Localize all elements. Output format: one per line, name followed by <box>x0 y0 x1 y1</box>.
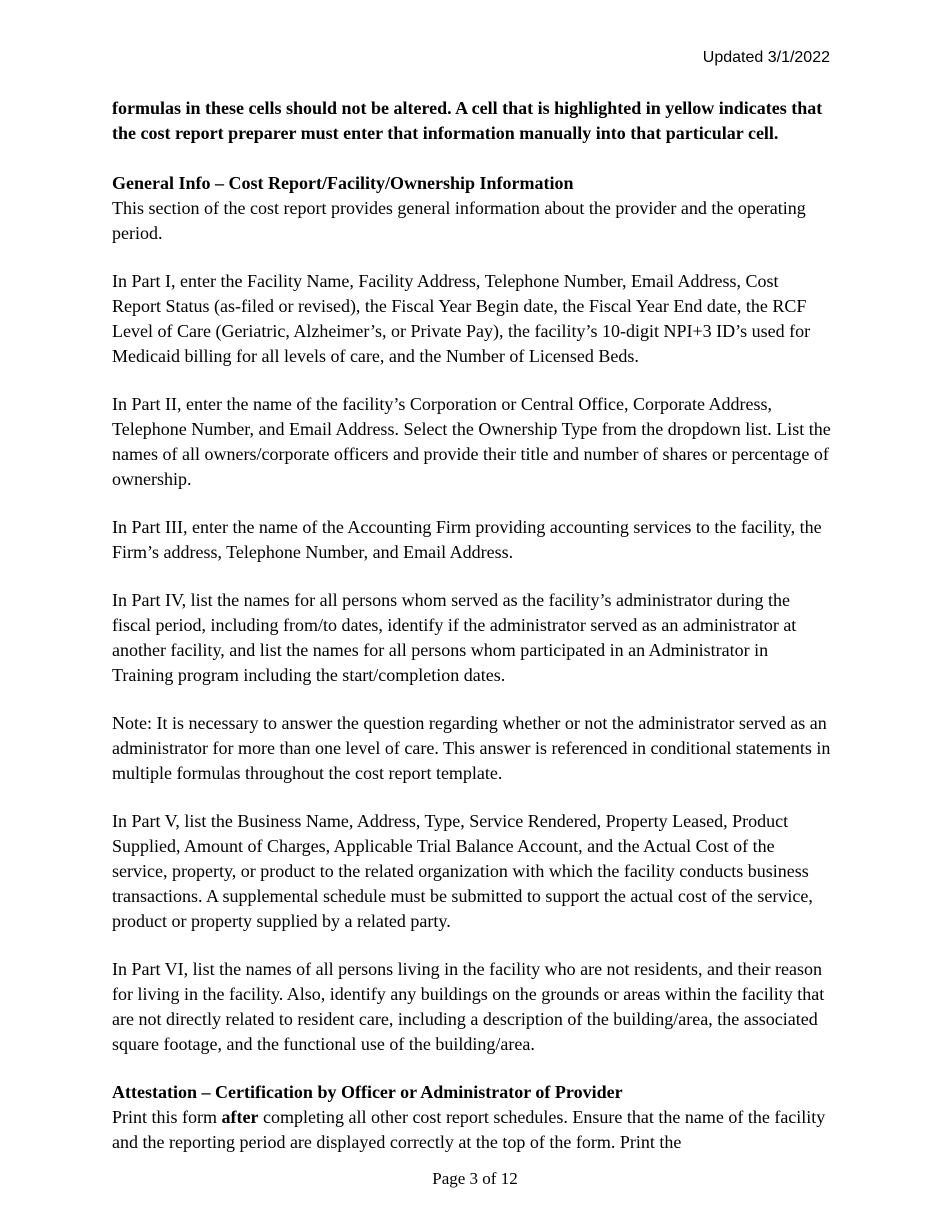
attestation-paragraph <box>112 1105 832 1155</box>
part-iii-paragraph: In Part III, enter the name of the Accounting Firm providing accounting services to the facility, the Firm’s address, Telephone Number, and Email Address. <box>112 517 822 562</box>
page-content <box>112 96 832 1155</box>
updated-date: Updated 3/1/2022 <box>702 49 830 66</box>
part-v-paragraph: In Part V, list the Business Name, Address, Type, Service Rendered, Property Leased, Product Supplied, Amount of Charges, Applicable Trial Balance Account, and the Actual Cost of the service, property, or product to the related organization with which the facility conducts business transactions. A supplemental schedule must be submitted to support the actual cost of the service, product or property supplied by a related party. <box>112 811 813 931</box>
general-info-paragraph: This section of the cost report provides general information about the provider and the operating period. <box>112 198 806 243</box>
attestation-section <box>112 1080 832 1155</box>
part-vi-paragraph: In Part VI, list the names of all persons living in the facility who are not residents, and their reason for living in the facility. Also, identify any buildings on the grounds or areas within the facility that are not directly related to resident care, including a description of the building/area, the associated square footage, and the functional use of the building/area. <box>112 959 825 1054</box>
page-number: Page 3 of 12 <box>432 1169 518 1188</box>
attestation-text-after: completing all other cost report schedules. Ensure that the name of the facility and the reporting period are displayed correctly at the top of the form. Print the <box>112 1107 826 1152</box>
general-info-heading: General Info – Cost Report/Facility/Ownership Information <box>112 173 574 193</box>
part-ii-paragraph: In Part II, enter the name of the facility’s Corporation or Central Office, Corporate Address, Telephone Number, and Email Address. Select the Ownership Type from the dropdown list. List the names of all owners/corporate officers and provide their title and number of shares or percentage of ownership. <box>112 394 831 489</box>
intro-bold-text: formulas in these cells should not be altered. A cell that is highlighted in yellow indicates that the cost report preparer must enter that information manually into that particular cell. <box>112 98 823 143</box>
attestation-heading: Attestation – Certification by Officer or Administrator of Provider <box>112 1082 623 1102</box>
general-info-section <box>112 171 832 1057</box>
part-iv-paragraph: In Part IV, list the names for all persons whom served as the facility’s administrator during the fiscal period, including from/to dates, identify if the administrator served as an administrator at another facility, and list the names for all persons whom participated in an Administrator in Training program including the start/completion dates. <box>112 590 797 685</box>
part-i-paragraph: In Part I, enter the Facility Name, Facility Address, Telephone Number, Email Address, Cost Report Status (as-filed or revised), the Fiscal Year Begin date, the Fiscal Year End date, the RCF Level of Care (Geriatric, Alzheimer’s, or Private Pay), the facility’s 10-digit NPI+3 ID’s used for Medicaid billing for all levels of care, and the Number of Licensed Beds. <box>112 271 811 366</box>
note-paragraph: Note: It is necessary to answer the question regarding whether or not the administrator served as an administrator for more than one level of care. This answer is referenced in conditional statements in multiple formulas throughout the cost report template. <box>112 713 831 783</box>
attestation-emphasis: after <box>221 1107 259 1127</box>
attestation-text-before: Print this form <box>112 1107 222 1127</box>
